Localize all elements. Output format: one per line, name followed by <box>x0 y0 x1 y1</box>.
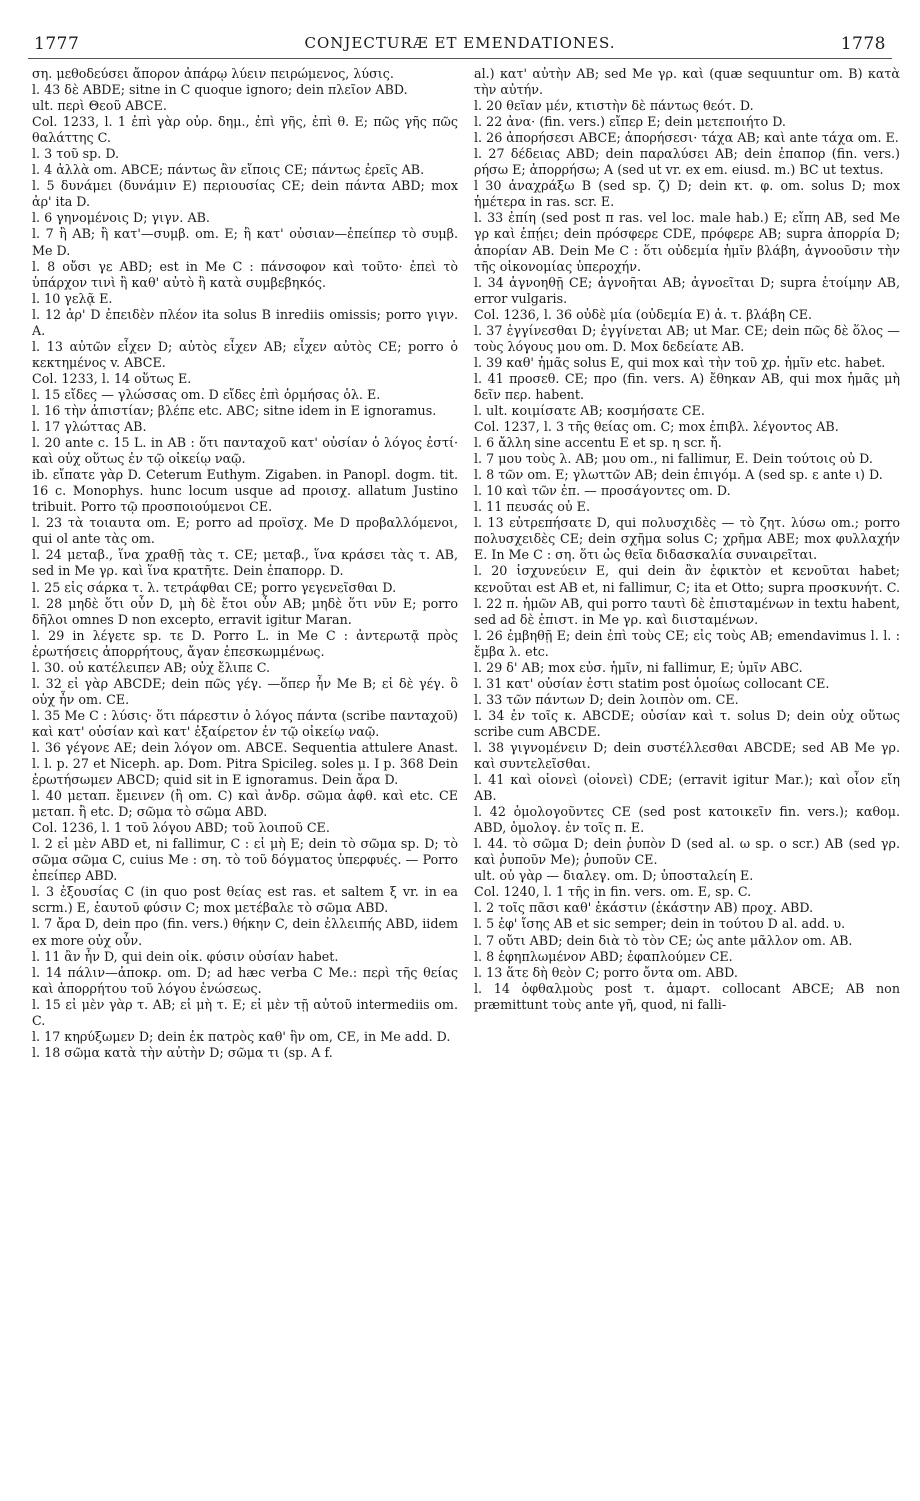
note-entry: l. 11 πευσάς οὐ E. <box>474 499 590 515</box>
note-entry: l. 8 ἐφηπλωμένον ABD; ἐφαπλούμεν CE. <box>474 948 733 964</box>
note-entry: l. 34 ἐν τοῖς κ. ABCDE; οὐσίαν καὶ τ. solus D; dein οὐχ οὕτως scribe cum ABCDE. <box>474 707 900 739</box>
note-entry: l. 18 σῶμα κατὰ τὴν αὐτὴν D; σῶμα τι (sp. A f. <box>32 1044 333 1060</box>
note-entry: ult. οὐ γὰρ — διαλεγ. om. D; ὑποσταλείη E. <box>474 868 754 884</box>
note-entry: l 30 ἀναχράξω B (sed sp. ζ) D; dein κτ. φ. om. solus D; mox ἡμέτερα in ras. scr. E. <box>474 178 900 210</box>
note-entry: l. 16 τὴν ἀπιστίαν; βλέπε etc. ABC; sitne idem in E ignoramus. <box>32 402 437 418</box>
note-entry: l. 22 π. ἡμῶν AB, qui porro ταυτὶ δὲ ἐπισταμένων in textu habent, sed ad δὲ ἐπιστ. in Me γρ. καὶ διισταμένων. <box>474 595 900 627</box>
note-entry: l. 32 εἰ γὰρ ABCDE; dein πῶς γέγ. —ὅπερ ἦν Me B; εἰ δὲ γέγ. ὃ οὐχ ἦν om. CE. <box>32 675 458 707</box>
note-entry: l. 14 πάλιν—ἀποκρ. om. D; ad hæc verba C Me.: περὶ τῆς θείας καὶ ἀπορρήτου τοῦ λόγου ἑνώσεως. <box>32 964 458 996</box>
note-entry: l. 20 θεῖαν μέν, κτιστὴν δὲ πάντως θεότ. D. <box>474 98 754 114</box>
note-entry: l. 15 εἴδες — γλώσσας om. D εἴδες ἐπὶ ὁρμήσας ὁλ. E. <box>32 386 381 402</box>
note-entry: l. 41 προσεθ. CE; προ (fin. vers. A) ἔθηκαν AB, qui mox ἡμᾶς μὴ δεῖν περ. habent. <box>474 370 900 402</box>
note-entry: l. 3 τοῦ sp. D. <box>32 146 120 162</box>
note-entry: l. 39 καθ' ἡμᾶς solus E, qui mox καὶ τὴν τοῦ χρ. ἡμῖν etc. habet. <box>474 354 886 370</box>
note-entry: l. 10 καὶ τῶν ἐπ. — προσάγοντες om. D. <box>474 483 731 499</box>
note-entry: Col. 1236, l. 1 τοῦ λόγου ABD; τοῦ λοιποῦ CE. <box>32 820 330 836</box>
note-entry: l. 7 μου τοὺς λ. AB; μου om., ni fallimur, E. Dein τούτοις οὐ D. <box>474 451 873 467</box>
note-entry: l. 11 ἂν ἦν D, qui dein οἰκ. φύσιν οὐσίαν habet. <box>32 948 339 964</box>
note-entry: l. 33 ἐπίη (sed post π ras. vel loc. male hab.) E; εἴπη AB, sed Me γρ καὶ ἐπῄει; dein πρόσφερε CDE, πρόφερε AB; supra ἀπορρία D; ἀπορίαν AB. Dein Me C : ὅτι οὐδεμία ἡμῖν βλάβη, ἀγνοοῦσιν τὴν τῆς οἰκονομίας ὑπεροχήν. <box>474 210 900 274</box>
right-column-number: 1778 <box>840 34 886 54</box>
note-entry: l. 8 τῶν om. E; γλωττῶν AB; dein ἐπιγόμ. A (sed sp. ε ante ι) D. <box>474 467 883 483</box>
note-entry: l. 5 ἐφ' ἴσης AB et sic semper; dein in τούτου D al. add. υ. <box>474 916 846 932</box>
note-entry: l. 34 ἀγνοηθῇ CE; ἀγνοῆται AB; ἀγνοεῖται D; supra ἑτοίμην AB, error vulgaris. <box>474 274 900 306</box>
note-entry: l. 31 κατ' οὐσίαν ἐστι statim post ὁμοίως collocant CE. <box>474 675 830 691</box>
note-entry: l. 20 ἰσχυνεύειν E, qui dein ἂν ἐφικτὸν et κενοῦται habet; κενοῦται est AB et, ni fallimur, C; ita et Otto; supra προσκυνήτ. C. <box>474 563 900 595</box>
left-text-column <box>32 66 458 1061</box>
note-entry: l. 7 ἢ AB; ἢ κατ'—συμβ. om. E; ἢ κατ' οὐσιαν—ἐπείπερ τὸ συμβ. Me D. <box>32 226 458 258</box>
note-entry: l. 26 ἀπορήσεσι ABCE; ἀπορήσεσι· τάχα AB; καὶ ante τάχα om. E. <box>474 130 899 146</box>
note-entry: l. 2 τοῖς πᾶσι καθ' ἑκάστιν (ἑκάστην AB) προχ. ABD. <box>474 900 814 916</box>
note-entry: l. 23 τὰ τοιαυτα om. E; porro ad προϊσχ. Me D προβαλλόμενοι, qui ol ante τὰς om. <box>32 515 458 547</box>
note-entry: Col. 1233, l. 1 ἐπὶ γὰρ οὐρ. δημ., ἐπὶ γῆς, ἐπὶ θ. E; πῶς γῆς πῶς θαλάττης C. <box>32 114 458 146</box>
note-entry: ib. εἴπατε γὰρ D. Ceterum Euthym. Zigaben. in Panopl. dogm. tit. 16 c. Monophys. hunc locum usque ad προισχ. allatum Justino tribuit. Porro τῷ προσποιούμενοι CE. <box>32 467 458 515</box>
note-entry: l. 3 ἐξουσίας C (in quo post θείας est ras. et saltem ξ vr. in ea scrm.) E, ἑαυτοῦ φύσιν C; mox μετέβαλε τὸ σῶμα ABD. <box>32 884 458 916</box>
note-entry: l. 13 αὐτῶν εἶχεν D; αὐτὸς εἶχεν AB; εἶχεν αὐτὸς CE; porro ὁ κεκτημένος v. ABCE. <box>32 338 458 370</box>
note-entry: l. 5 δυνάμει (δυνάμιν E) περιουσίας CE; dein πάντα ABD; mox ἀρ' ita D. <box>32 178 458 210</box>
note-entry: l. 10 γελᾷ E. <box>32 290 113 306</box>
note-entry: l. 28 μηδὲ ὅτι οὖν D, μὴ δὲ ἔτοι οὖν AB; μηδὲ ὅτι νῦν E; porro δῆλοι omnes D non excepto, erravit igitur Maran. <box>32 595 458 627</box>
note-entry: l. 15 εἰ μὲν γὰρ τ. AB; εἰ μὴ τ. E; εἰ μὲν τῇ αὐτοῦ intermediis om. C. <box>32 996 458 1028</box>
note-entry: l. 20 ante c. 15 L. in AB : ὅτι πανταχοῦ κατ' οὐσίαν ὁ λόγος ἐστί· καὶ οὐχ οὕτως ἐν τῷ οἰκείῳ ναῷ. <box>32 435 458 467</box>
note-entry: l. 33 τῶν πάντων D; dein λοιπὸν om. CE. <box>474 691 739 707</box>
note-entry: al.) κατ' αὐτὴν AB; sed Me γρ. καὶ (quæ sequuntur om. B) κατὰ τὴν αὐτήν. <box>474 66 900 98</box>
note-entry: l. 13 εὐτρεπήσατε D, qui πολυσχιδὲς — τὸ ζητ. λύσω om.; porro πολυσχειδὲς CE; dein σχῆμα solus C; χρῆμα ABE; mox φυλλαχήν E. In Me C : ση. ὅτι ὡς θεῖα διδασκαλία συναιρεῖται. <box>474 515 900 563</box>
note-entry: Col. 1240, l. 1 τῆς in fin. vers. om. E, sp. C. <box>474 884 752 900</box>
note-entry: l. 14 ὀφθαλμοὺς post τ. ἁμαρτ. collocant ABCE; AB non præmittunt τοὺς ante γῆ, quod, ni falli- <box>474 980 900 1012</box>
note-entry: l. 26 ἐμβηθῇ E; dein ἐπὶ τοὺς CE; εἰς τοὺς AB; emendavimus l. l. : ἔμβα λ. etc. <box>474 627 900 659</box>
note-entry: Col. 1233, l. 14 οὕτως E. <box>32 370 192 386</box>
right-text-column <box>474 66 900 1013</box>
note-entry: l. 6 ἄλλη sine accentu E et sp. η scr. ἤ. <box>474 435 722 451</box>
note-entry: l. 2 εἰ μὲν ABD et, ni fallimur, C : εἰ μὴ E; dein τὸ σῶμα sp. D; τὸ σῶμα σῶμα C, cuius Me : ση. τὸ τοῦ δόγματος ὑπερφυές. — Porro ἐπείπερ ABD. <box>32 836 458 884</box>
note-entry: l. 13 ἅτε δὴ θεὸν C; porro ὄντα om. ABD. <box>474 964 738 980</box>
note-entry: l. 40 μεταπ. ἔμεινεν (ἢ om. C) καὶ ἀνδρ. σῶμα ἀφθ. καὶ etc. CE μεταπ. ἢ etc. D; σῶμα τὸ σῶμα ABD. <box>32 788 458 820</box>
note-entry: l. 41 καὶ οἰονεὶ (οἰονεὶ) CDE; (erravit igitur Mar.); καὶ οἷον εἴη AB. <box>474 772 900 804</box>
note-entry: l. 37 ἐγγίνεσθαι D; ἐγγίνεται AB; ut Mar. CE; dein πῶς δὲ ὅλος — τοὺς λόγους μου om. D. Mox δεδείατε AB. <box>474 322 900 354</box>
note-entry: l. 12 ἀρ' D ἐπειδὲν πλέον ita solus B inrediis omissis; porro γιγν. A. <box>32 306 458 338</box>
note-entry: l. 8 οὔσι γε ABD; est in Me C : πάνσοφον καὶ τοῦτο· ἐπεὶ τὸ ὑπάρχον τινὶ ἢ καθ' αὐτὸ ἢ κατὰ συμβεβηκός. <box>32 258 458 290</box>
note-entry: l. 29 δ' AB; mox εὐσ. ἡμῖν, ni fallimur, E; ὑμῖν ABC. <box>474 659 803 675</box>
note-entry: l. 7 ἄρα D, dein προ (fin. vers.) θήκην C, dein ἐλλειπής ABD, iidem ex more οὐχ οὖν. <box>32 916 458 948</box>
note-entry: ult. περὶ Θεοῦ ABCE. <box>32 98 167 114</box>
note-entry: l. ult. κοιμίσατε AB; κοσμήσατε CE. <box>474 402 705 418</box>
note-entry: l. 24 μεταβ., ἵνα χραθῇ τὰς τ. CE; μεταβ., ἵνα κράσει τὰς τ. AB, sed in Me γρ. καὶ ἵνα κρατῆτε. Dein ἐπαπορρ. D. <box>32 547 458 579</box>
note-entry: l. 36 γέγονε AE; dein λόγον om. ABCE. Sequentia attulere Anast. l. l. p. 27 et Niceph. ap. Dom. Pitra Spicileg. soles μ. I p. 368 Dein ἐρωτήσωμεν ABCD; quid sit in E ignoramus. Dein ἄρα D. <box>32 739 458 788</box>
note-entry: l. 27 δέδειας ABD; dein παραλύσει AB; dein ἐπαπορ (fin. vers.) ρήσω E; ἀπορρήσω; A (sed ut vr. ex em. eiusd. m.) BC ut textus. <box>474 146 900 178</box>
running-title: CONJECTURÆ ET EMENDATIONES. <box>304 34 616 52</box>
note-entry: l. 17 γλώττας AB. <box>32 419 147 435</box>
note-entry: l. 38 γιγνομένειν D; dein συστέλλεσθαι ABCDE; sed AB Me γρ. καὶ συντελεῖσθαι. <box>474 739 900 772</box>
note-entry: l. 44. τὸ σῶμα D; dein ῥυπὸν D (sed al. ω sp. o scr.) AB (sed γρ. καὶ ῥυποῦν Me); ῥυποῦν CE. <box>474 836 900 868</box>
note-entry: l. 30. οὐ κατέλειπεν AB; οὐχ ἔλιπε C. <box>32 659 270 675</box>
note-entry: l. 6 γηνομένοις D; γιγν. AB. <box>32 210 210 226</box>
note-entry: l. 29 in λέγετε sp. τε D. Porro L. in Me C : ἀντερωτᾷ πρὸς ἐρωτήσεις ἀπορρήτους, ἄγαν ἐπεσκωμμένως. <box>32 627 458 659</box>
note-entry: Col. 1237, l. 3 τῆς θείας om. C; mox ἐπιβλ. λέγοντος AB. <box>474 419 839 435</box>
note-entry: l. 22 ἀνα· (fin. vers.) εἴπερ E; dein μετεποιήτο D. <box>474 114 786 130</box>
note-entry: l. 43 δὲ ABDE; sitne in C quoque ignoro; dein πλεῖον ABD. <box>32 82 408 98</box>
note-entry: l. 17 κηρύξωμεν D; dein ἐκ πατρὸς καθ' ἣν om, CE, in Me add. D. <box>32 1028 451 1044</box>
note-entry: l. 4 ἀλλὰ om. ABCE; πάντως ἂν εἴποις CE; πάντως ἐρεῖς AB. <box>32 162 425 178</box>
page-header <box>28 32 892 59</box>
note-entry: l. 42 ὁμολογοῦντες CE (sed post κατοικεῖν fin. vers.); καθομ. ABD, ὁμολογ. ἐν τοῖς π. E. <box>474 804 900 836</box>
left-column-number: 1777 <box>34 34 80 54</box>
note-entry: l. 7 οὔτι ABD; dein διὰ τὸ τὸν CE; ὡς ante μᾶλλον om. AB. <box>474 932 853 948</box>
note-entry: l. 35 Me C : λύσις· ὅτι πάρεστιν ὁ λόγος πάντα (scribe πανταχοῦ) καὶ κατ' οὐσίαν καὶ κατ' ἐξαίρετον ἐν τῷ οἰκείῳ ναῷ. <box>32 707 458 739</box>
note-entry: ση. μεθοδεύσει ἄπορον ἀπάρῳ λύειν πειρώμενος, λύσις. <box>32 66 394 81</box>
note-entry: Col. 1236, l. 36 οὐδὲ μία (οὐδεμία E) ἀ. τ. βλάβη CE. <box>474 306 812 322</box>
note-entry: l. 25 εἰς σάρκα τ. λ. τετράφθαι CE; porro γεγενεῖσθαι D. <box>32 579 397 595</box>
